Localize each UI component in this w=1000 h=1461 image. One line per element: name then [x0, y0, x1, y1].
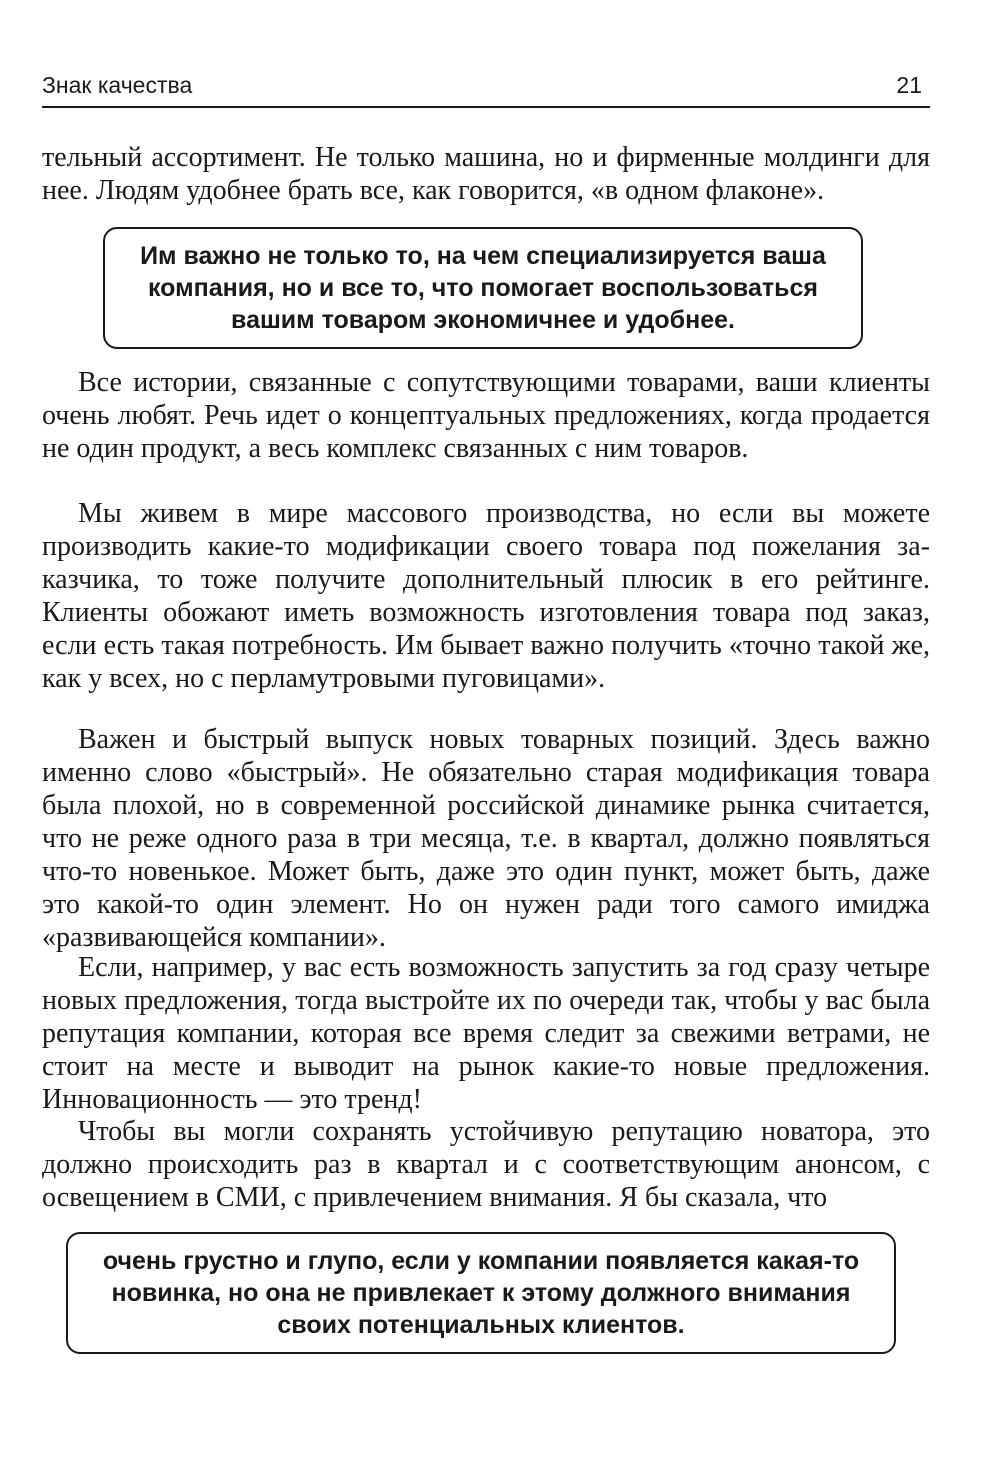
paragraph-continuation: тельный ассортимент. Не только машина, но и фирменные молдинги для нее. Людям удобнее брать все, как говорится, «в одном флаконе». — [42, 142, 930, 206]
callout-box-top — [103, 227, 863, 349]
callout-box-bottom — [66, 1232, 896, 1354]
callout-text-bottom: очень грустно и глупо, если у компании появляется какая-то новинка, но она не привлекает к этому должного внимания своих потенциальных клиентов. — [102, 1247, 860, 1339]
chapter-title: Знак качества — [42, 72, 193, 98]
paragraph-mass-production: Мы живем в мире массового производства, но если вы можете производить какие-то модификации своего товара под пожелания заказчика, то тоже получите дополнительный плюсик в его рейтинге. Клиенты обожают иметь возможность изготовления товара под заказ, если есть такая потребность. Им бывает важно получить «точно такой же, как у всех, но с перламутровыми пуговицами». — [42, 498, 930, 694]
callout-text-top: Им важно не только то, на чем специализируется ваша компания, но и все то, что помогает воспользоваться вашим товаром экономичнее и удобнее. — [140, 242, 826, 334]
paragraph-innovator: Чтобы вы могли сохранять устойчивую репутацию новатора, это должно происходить раз в квартал и с соответствующим анонсом, с освещением в СМИ, с привлечением внимания. Я бы сказала, что — [42, 1116, 930, 1213]
paragraph-four-offers: Если, например, у вас есть возможность запустить за год сразу четыре новых предложения, тогда выстройте их по очереди так, чтобы у вас была репутация компании, которая все время следит за свежими ветрами, не стоит на месте и выводит на рынок какие-то новые предложения. Инновационность — это тренд! — [42, 952, 930, 1115]
paragraph-related-goods: Все истории, связанные с сопутствующими товарами, ваши клиенты очень любят. Речь идет о концептуальных предложениях, когда продается не один продукт, а весь комплекс связанных с ним товаров. — [42, 367, 930, 464]
paragraph-new-positions: Важен и быстрый выпуск новых товарных позиций. Здесь важно именно слово «быстрый». Не обязательно старая модификация товара была плохой, но в современной российской динамике рынка считается, что не реже одного раза в три месяца, т.е. в квартал, должно появляться что-то новенькое. Может быть, даже это один пункт, может быть, даже это какой-то один элемент. Но он нужен ради того самого имиджа «развивающейся компании». — [42, 724, 930, 953]
page-number: 21 — [896, 72, 922, 98]
running-header — [42, 70, 930, 108]
